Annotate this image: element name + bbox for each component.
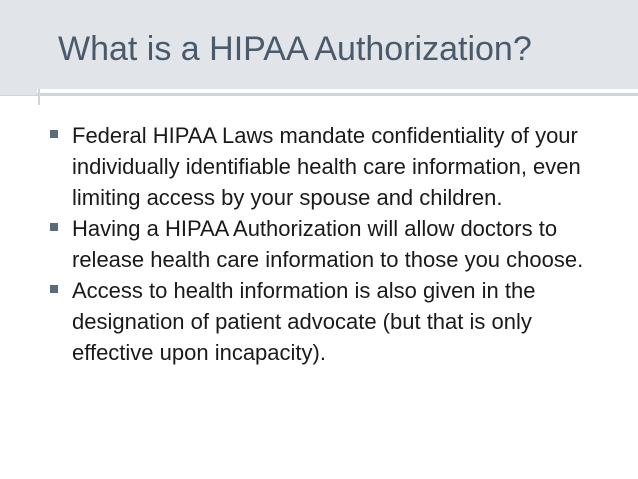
- vertical-accent-rule: [38, 89, 40, 105]
- bullet-item: [48, 275, 608, 368]
- square-bullet-icon: [50, 223, 58, 231]
- square-bullet-icon: [50, 130, 58, 138]
- corner-accent: [0, 89, 37, 95]
- bullet-list: [48, 120, 608, 368]
- bullet-text: Access to health information is also given in the designation of patient advocate (but that is only effective upon incapacity).: [72, 278, 536, 365]
- bullet-item: [48, 120, 608, 213]
- bullet-text: Federal HIPAA Laws mandate confidentiality of your individually identifiable health care information, even limiting access by your spouse and children.: [72, 123, 581, 210]
- title-divider: [0, 93, 638, 96]
- bullet-text: Having a HIPAA Authorization will allow doctors to release health care information to those you choose.: [72, 216, 584, 272]
- bullet-item: [48, 213, 608, 275]
- slide-title: What is a HIPAA Authorization?: [58, 30, 532, 68]
- square-bullet-icon: [50, 285, 58, 293]
